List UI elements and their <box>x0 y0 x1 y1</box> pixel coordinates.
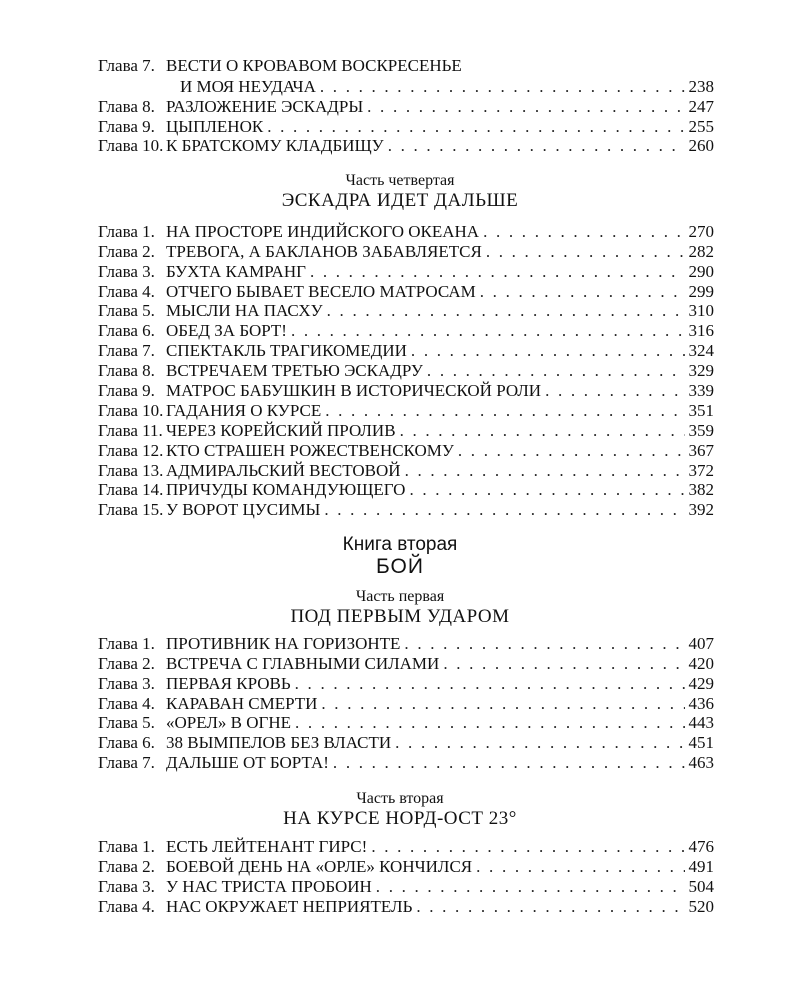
page-number: 504 <box>688 876 714 896</box>
chapter-title: КАРАВАН СМЕРТИ <box>166 693 318 713</box>
page-number: 255 <box>688 116 714 136</box>
chapter-number: Глава 11. <box>98 420 163 440</box>
page-number: 436 <box>688 693 714 713</box>
chapter-number: Глава 1. <box>98 633 155 653</box>
toc-group-previous-part <box>98 56 714 155</box>
chapter-title: ВСТРЕЧА С ГЛАВНЫМИ СИЛАМИ <box>166 653 440 673</box>
leader-dots <box>545 381 684 400</box>
toc-entry <box>98 633 714 653</box>
leader-dots <box>367 97 684 116</box>
page-number: 247 <box>688 96 714 116</box>
toc-entry <box>98 241 714 261</box>
toc-entry <box>98 56 714 76</box>
leader-dots <box>327 301 685 320</box>
part-title: ЭСКАДРА ИДЕТ ДАЛЬШЕ <box>281 190 519 211</box>
chapter-title: ГАДАНИЯ О КУРСЕ <box>166 400 322 420</box>
chapter-title: ЕСТЬ ЛЕЙТЕНАНТ ГИРС! <box>166 836 368 856</box>
toc-entry <box>98 261 714 281</box>
toc-entry <box>98 732 714 752</box>
leader-dots <box>388 136 685 155</box>
chapter-number: Глава 7. <box>98 56 155 75</box>
leader-dots <box>321 694 684 713</box>
leader-dots <box>376 877 685 896</box>
leader-dots <box>400 421 685 440</box>
toc-entry <box>98 340 714 360</box>
page-number: 329 <box>688 361 714 381</box>
chapter-number: Глава 6. <box>98 733 155 753</box>
chapter-number: Глава 3. <box>98 876 155 896</box>
page-number: 270 <box>688 221 714 241</box>
chapter-number: Глава 1. <box>98 221 155 241</box>
page-number: 282 <box>688 241 714 261</box>
chapter-title: К БРАТСКОМУ КЛАДБИЩУ <box>166 136 384 156</box>
chapter-number: Глава 9. <box>98 381 155 401</box>
chapter-title: ЧЕРЕЗ КОРЕЙСКИЙ ПРОЛИВ <box>166 420 396 440</box>
page-number: 429 <box>688 673 714 693</box>
chapter-title: У ВОРОТ ЦУСИМЫ <box>166 500 321 520</box>
toc-entry <box>98 752 714 772</box>
chapter-number: Глава 4. <box>98 281 155 301</box>
toc-entry <box>98 896 714 916</box>
chapter-title: У НАС ТРИСТА ПРОБОИН <box>166 876 372 896</box>
page-number: 367 <box>688 440 714 460</box>
leader-dots <box>371 837 684 856</box>
chapter-title: СПЕКТАКЛЬ ТРАГИКОМЕДИИ <box>166 341 407 361</box>
page-number: 443 <box>688 713 714 733</box>
book-title: БОЙ <box>376 555 424 578</box>
leader-dots <box>486 242 685 261</box>
page-number: 451 <box>688 733 714 753</box>
chapter-title: ПЕРВАЯ КРОВЬ <box>166 673 291 693</box>
chapter-number: Глава 13. <box>98 460 164 480</box>
page-number: 316 <box>688 321 714 341</box>
chapter-number: Глава 4. <box>98 693 155 713</box>
part-title: ПОД ПЕРВЫМ УДАРОМ <box>290 606 510 627</box>
chapter-number: Глава 7. <box>98 753 155 773</box>
chapter-title: БУХТА КАМРАНГ <box>166 261 306 281</box>
leader-dots <box>427 361 685 380</box>
toc-entry <box>98 693 714 713</box>
part-label: Часть вторая <box>356 790 444 807</box>
toc-entry <box>98 440 714 460</box>
page-number: 359 <box>688 420 714 440</box>
toc-group-part2 <box>98 836 714 916</box>
toc-entry <box>98 836 714 856</box>
chapter-number: Глава 10. <box>98 136 164 156</box>
page-number: 339 <box>688 381 714 401</box>
chapter-number: Глава 5. <box>98 301 155 321</box>
part-label: Часть первая <box>355 588 445 605</box>
toc-entry <box>98 380 714 400</box>
page-number: 463 <box>688 753 714 773</box>
chapter-number: Глава 3. <box>98 673 155 693</box>
chapter-title: НА ПРОСТОРЕ ИНДИЙСКОГО ОКЕАНА <box>166 221 480 241</box>
page-number: 290 <box>688 261 714 281</box>
toc-entry <box>98 96 714 116</box>
page-number: 310 <box>688 301 714 321</box>
chapter-number: Глава 1. <box>98 836 155 856</box>
toc-entry <box>98 281 714 301</box>
leader-dots <box>295 674 685 693</box>
leader-dots <box>443 654 684 673</box>
leader-dots <box>411 341 685 360</box>
leader-dots <box>320 77 685 96</box>
page-number: 392 <box>688 500 714 520</box>
page-number: 520 <box>688 896 714 916</box>
chapter-title: «ОРЕЛ» В ОГНЕ <box>166 713 292 733</box>
toc-group-part4 <box>98 221 714 519</box>
leader-dots <box>324 500 684 519</box>
toc-entry <box>98 420 714 440</box>
toc-entry <box>98 653 714 673</box>
leader-dots <box>295 713 684 732</box>
page-number: 351 <box>688 400 714 420</box>
chapter-title: БОЕВОЙ ДЕНЬ НА «ОРЛЕ» КОНЧИЛСЯ <box>166 856 473 876</box>
leader-dots <box>310 262 685 281</box>
page-number: 491 <box>688 856 714 876</box>
toc-entry <box>98 856 714 876</box>
chapter-title: ПРОТИВНИК НА ГОРИЗОНТЕ <box>166 633 401 653</box>
toc-group-part1 <box>98 633 714 772</box>
leader-dots <box>405 461 685 480</box>
chapter-number: Глава 7. <box>98 341 155 361</box>
page-number: 476 <box>688 836 714 856</box>
toc-entry <box>98 499 714 519</box>
chapter-number: Глава 15. <box>98 500 164 520</box>
chapter-number: Глава 5. <box>98 713 155 733</box>
chapter-number: Глава 2. <box>98 241 155 261</box>
chapter-number: Глава 10. <box>98 400 164 420</box>
chapter-title: МАТРОС БАБУШКИН В ИСТОРИЧЕСКОЙ РОЛИ <box>166 381 542 401</box>
toc-entry <box>98 136 714 156</box>
leader-dots <box>476 857 684 876</box>
chapter-title: ВСТРЕЧАЕМ ТРЕТЬЮ ЭСКАДРУ <box>166 361 423 381</box>
leader-dots <box>333 753 685 772</box>
leader-dots <box>267 117 684 136</box>
toc-entry <box>98 360 714 380</box>
chapter-title: ЦЫПЛЕНОК <box>166 116 264 136</box>
chapter-title: АДМИРАЛЬСКИЙ ВЕСТОВОЙ <box>166 460 401 480</box>
toc-entry <box>98 713 714 733</box>
toc-entry-continuation <box>98 76 714 96</box>
chapter-title: РАЗЛОЖЕНИЕ ЭСКАДРЫ <box>166 96 364 116</box>
toc-entry <box>98 480 714 500</box>
chapter-number: Глава 12. <box>98 440 164 460</box>
leader-dots <box>291 321 685 340</box>
leader-dots <box>325 401 684 420</box>
chapter-number: Глава 4. <box>98 896 155 916</box>
toc-entry <box>98 876 714 896</box>
book-label: Книга вторая <box>342 534 458 555</box>
chapter-number: Глава 3. <box>98 261 155 281</box>
page-number: 420 <box>688 653 714 673</box>
leader-dots <box>416 897 684 916</box>
page-number: 238 <box>688 76 714 96</box>
chapter-title: КТО СТРАШЕН РОЖЕСТВЕНСКОМУ <box>166 440 454 460</box>
page-number: 260 <box>688 136 714 156</box>
chapter-number: Глава 6. <box>98 321 155 341</box>
leader-dots <box>409 480 684 499</box>
chapter-number: Глава 2. <box>98 856 155 876</box>
part-title: НА КУРСЕ НОРД-ОСТ 23° <box>283 808 517 829</box>
leader-dots <box>404 634 684 653</box>
page-number: 299 <box>688 281 714 301</box>
page-number: 372 <box>688 460 714 480</box>
chapter-title: ОТЧЕГО БЫВАЕТ ВЕСЕЛО МАТРОСАМ <box>166 281 476 301</box>
leader-dots <box>458 441 685 460</box>
leader-dots <box>395 733 684 752</box>
chapter-title: НАС ОКРУЖАЕТ НЕПРИЯТЕЛЬ <box>166 896 413 916</box>
page-number: 407 <box>688 633 714 653</box>
chapter-title-continuation: И МОЯ НЕУДАЧА <box>180 76 316 96</box>
toc-entry <box>98 400 714 420</box>
page-number: 324 <box>688 341 714 361</box>
leader-dots <box>480 282 685 301</box>
toc-entry <box>98 673 714 693</box>
chapter-title: ПРИЧУДЫ КОМАНДУЮЩЕГО <box>166 480 406 500</box>
chapter-title: ДАЛЬШЕ ОТ БОРТА! <box>166 753 329 773</box>
chapter-title: ВЕСТИ О КРОВАВОМ ВОСКРЕСЕНЬЕ <box>166 56 462 75</box>
page-number: 382 <box>688 480 714 500</box>
chapter-number: Глава 8. <box>98 361 155 381</box>
chapter-number: Глава 14. <box>98 480 164 500</box>
toc-entry <box>98 320 714 340</box>
chapter-title: ОБЕД ЗА БОРТ! <box>166 321 287 341</box>
chapter-title: МЫСЛИ НА ПАСХУ <box>166 301 323 321</box>
leader-dots <box>483 222 684 241</box>
chapter-number: Глава 9. <box>98 116 155 136</box>
chapter-title: 38 ВЫМПЕЛОВ БЕЗ ВЛАСТИ <box>166 733 392 753</box>
toc-entry <box>98 460 714 480</box>
chapter-number: Глава 2. <box>98 653 155 673</box>
toc-entry <box>98 301 714 321</box>
toc-entry <box>98 116 714 136</box>
chapter-number: Глава 8. <box>98 96 155 116</box>
toc-entry <box>98 221 714 241</box>
part-label: Часть четвертая <box>345 172 455 189</box>
chapter-title: ТРЕВОГА, А БАКЛАНОВ ЗАБАВЛЯЕТСЯ <box>166 241 482 261</box>
